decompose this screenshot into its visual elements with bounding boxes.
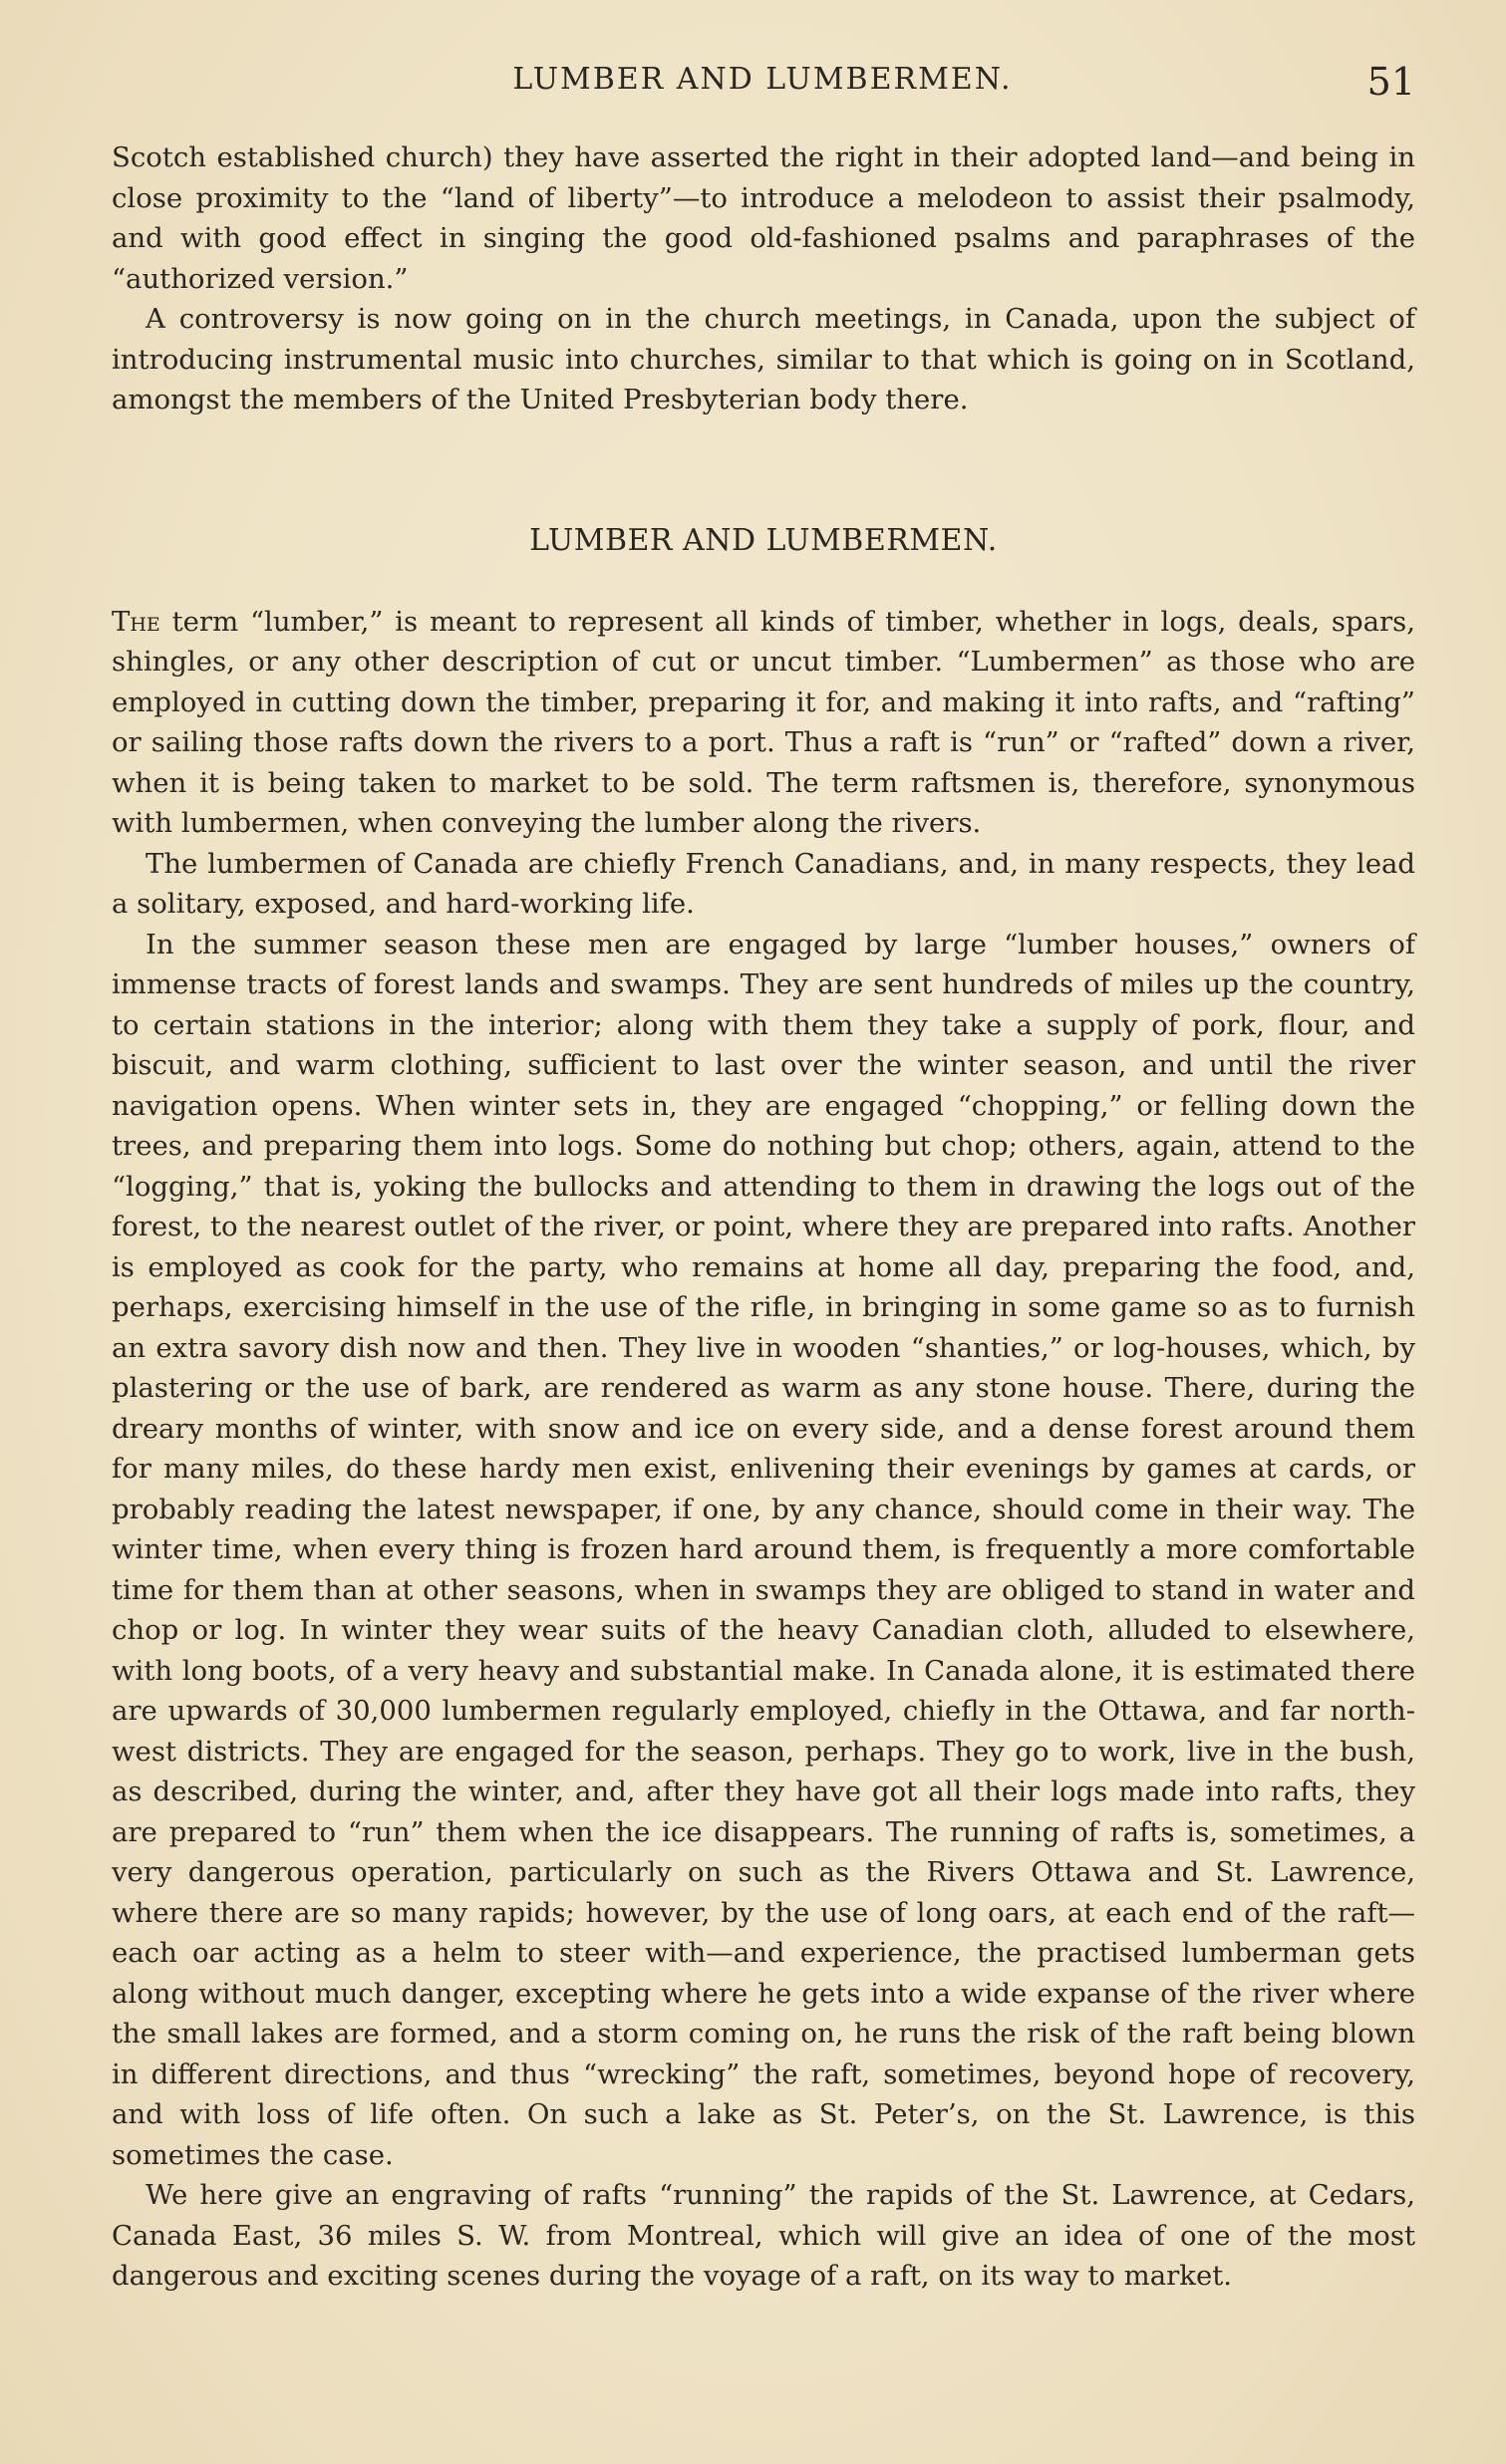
paragraph: A controversy is now going on in the church meetings, in Canada, upon the subject of introducing instrumental music into churches, similar to that which is going on in Scotland, amongst the members of the United Presbyterian body there. [112,303,1415,415]
paragraph [112,602,1415,844]
running-header [110,62,1415,112]
paragraph: The lumbermen of Canada are chiefly French Canadians, and, in many respects, they lead a solitary, exposed, and hard-working life. [112,847,1415,920]
running-title: LUMBER AND LUMBERMEN. [512,62,1013,97]
first-word: The [112,605,160,638]
page-number: 51 [1366,60,1415,104]
article-section [112,521,1415,2297]
paragraph-text: term “lumber,” is meant to represent all kinds of timber, whether in logs, deals, spars, shingles, or any other description of cut or uncut timber. “Lumbermen” as those who are employed in cutting down the timber, preparing it for, and making it into rafts, and “rafting” or sailing those rafts down the rivers to a port. Thus a raft is “run” or “rafted” down a river, when it is being taken to market to be sold. The term raftsmen is, therefore, synonymous with lumbermen, when conveying the lumber along the rivers. [112,605,1415,839]
paragraph: We here give an engraving of rafts “running” the rapids of the St. Lawrence, at Cedars, Canada East, 36 miles S. W. from Montreal, which will give an idea of one of the most dangerous and exciting scenes during the voyage of a raft, on its way to market. [112,2179,1415,2292]
continued-text-block [112,137,1415,420]
section-heading: LUMBER AND LUMBERMEN. [529,523,998,558]
paragraph: Scotch established church) they have asserted the right in their adopted land—and being in close proximity to the “land of liberty”—to introduce a melodeon to assist their psalmody, and with good effect in singing the good old-fashioned psalms and paraphrases of the “authorized version.” [112,141,1415,295]
paragraph: In the summer season these men are engaged by large “lumber houses,” owners of immense tracts of forest lands and swamps. They are sent hundreds of miles up the country, to certain stations in the interior; along with them they take a supply of pork, flour, and biscuit, and warm clothing, sufficient to last over the winter season, and until the river navigation opens. When winter sets in, they are engaged “chopping,” or felling down the trees, and preparing them into logs. Some do nothing but chop; others, again, attend to the “logging,” that is, yoking the bullocks and attending to them in drawing the logs out of the forest, to the nearest outlet of the river, or point, where they are prepared into rafts. Another is employed as cook for the party, who remains at home all day, preparing the food, and, perhaps, exercising himself in the use of the rifle, in bringing in some game so as to furnish an extra savory dish now and then. They live in wooden “shanties,” or log-houses, which, by plastering or the use of bark, are rendered as warm as any stone house. There, during the dreary months of winter, with snow and ice on every side, and a dense forest around them for many miles, do these hardy men exist, enlivening their evenings by games at cards, or probably reading the latest newspaper, if one, by any chance, should come in their way. The winter time, when every thing is frozen hard around them, is frequently a more comfortable time for them than at other seasons, when in swamps they are obliged to stand in water and chop or log. In winter they wear suits of the heavy Canadian cloth, alluded to elsewhere, with long boots, of a very heavy and substantial make. In Canada alone, it is estimated there are upwards of 30,000 lumbermen regularly employed, chiefly in the Ottawa, and far north-west districts. They are engaged for the season, perhaps. They go to work, live in the bush, as described, during the winter, and, after they have got all their logs made into rafts, they are prepared to “run” them when the ice disappears. The running of rafts is, sometimes, a very dangerous operation, particularly on such as the Rivers Ottawa and St. Lawrence, where there are so many rapids; however, by the use of long oars, at each end of the raft—each oar acting as a helm to steer with—and experience, the practised lumberman gets along without much danger, excepting where he gets into a wide expanse of the river where the small lakes are formed, and a storm coming on, he runs the risk of the raft being blown in different directions, and thus “wrecking” the raft, sometimes, beyond hope of recovery, and with loss of life often. On such a lake as St. Peter’s, on the St. Lawrence, is this sometimes the case. [112,928,1415,2171]
